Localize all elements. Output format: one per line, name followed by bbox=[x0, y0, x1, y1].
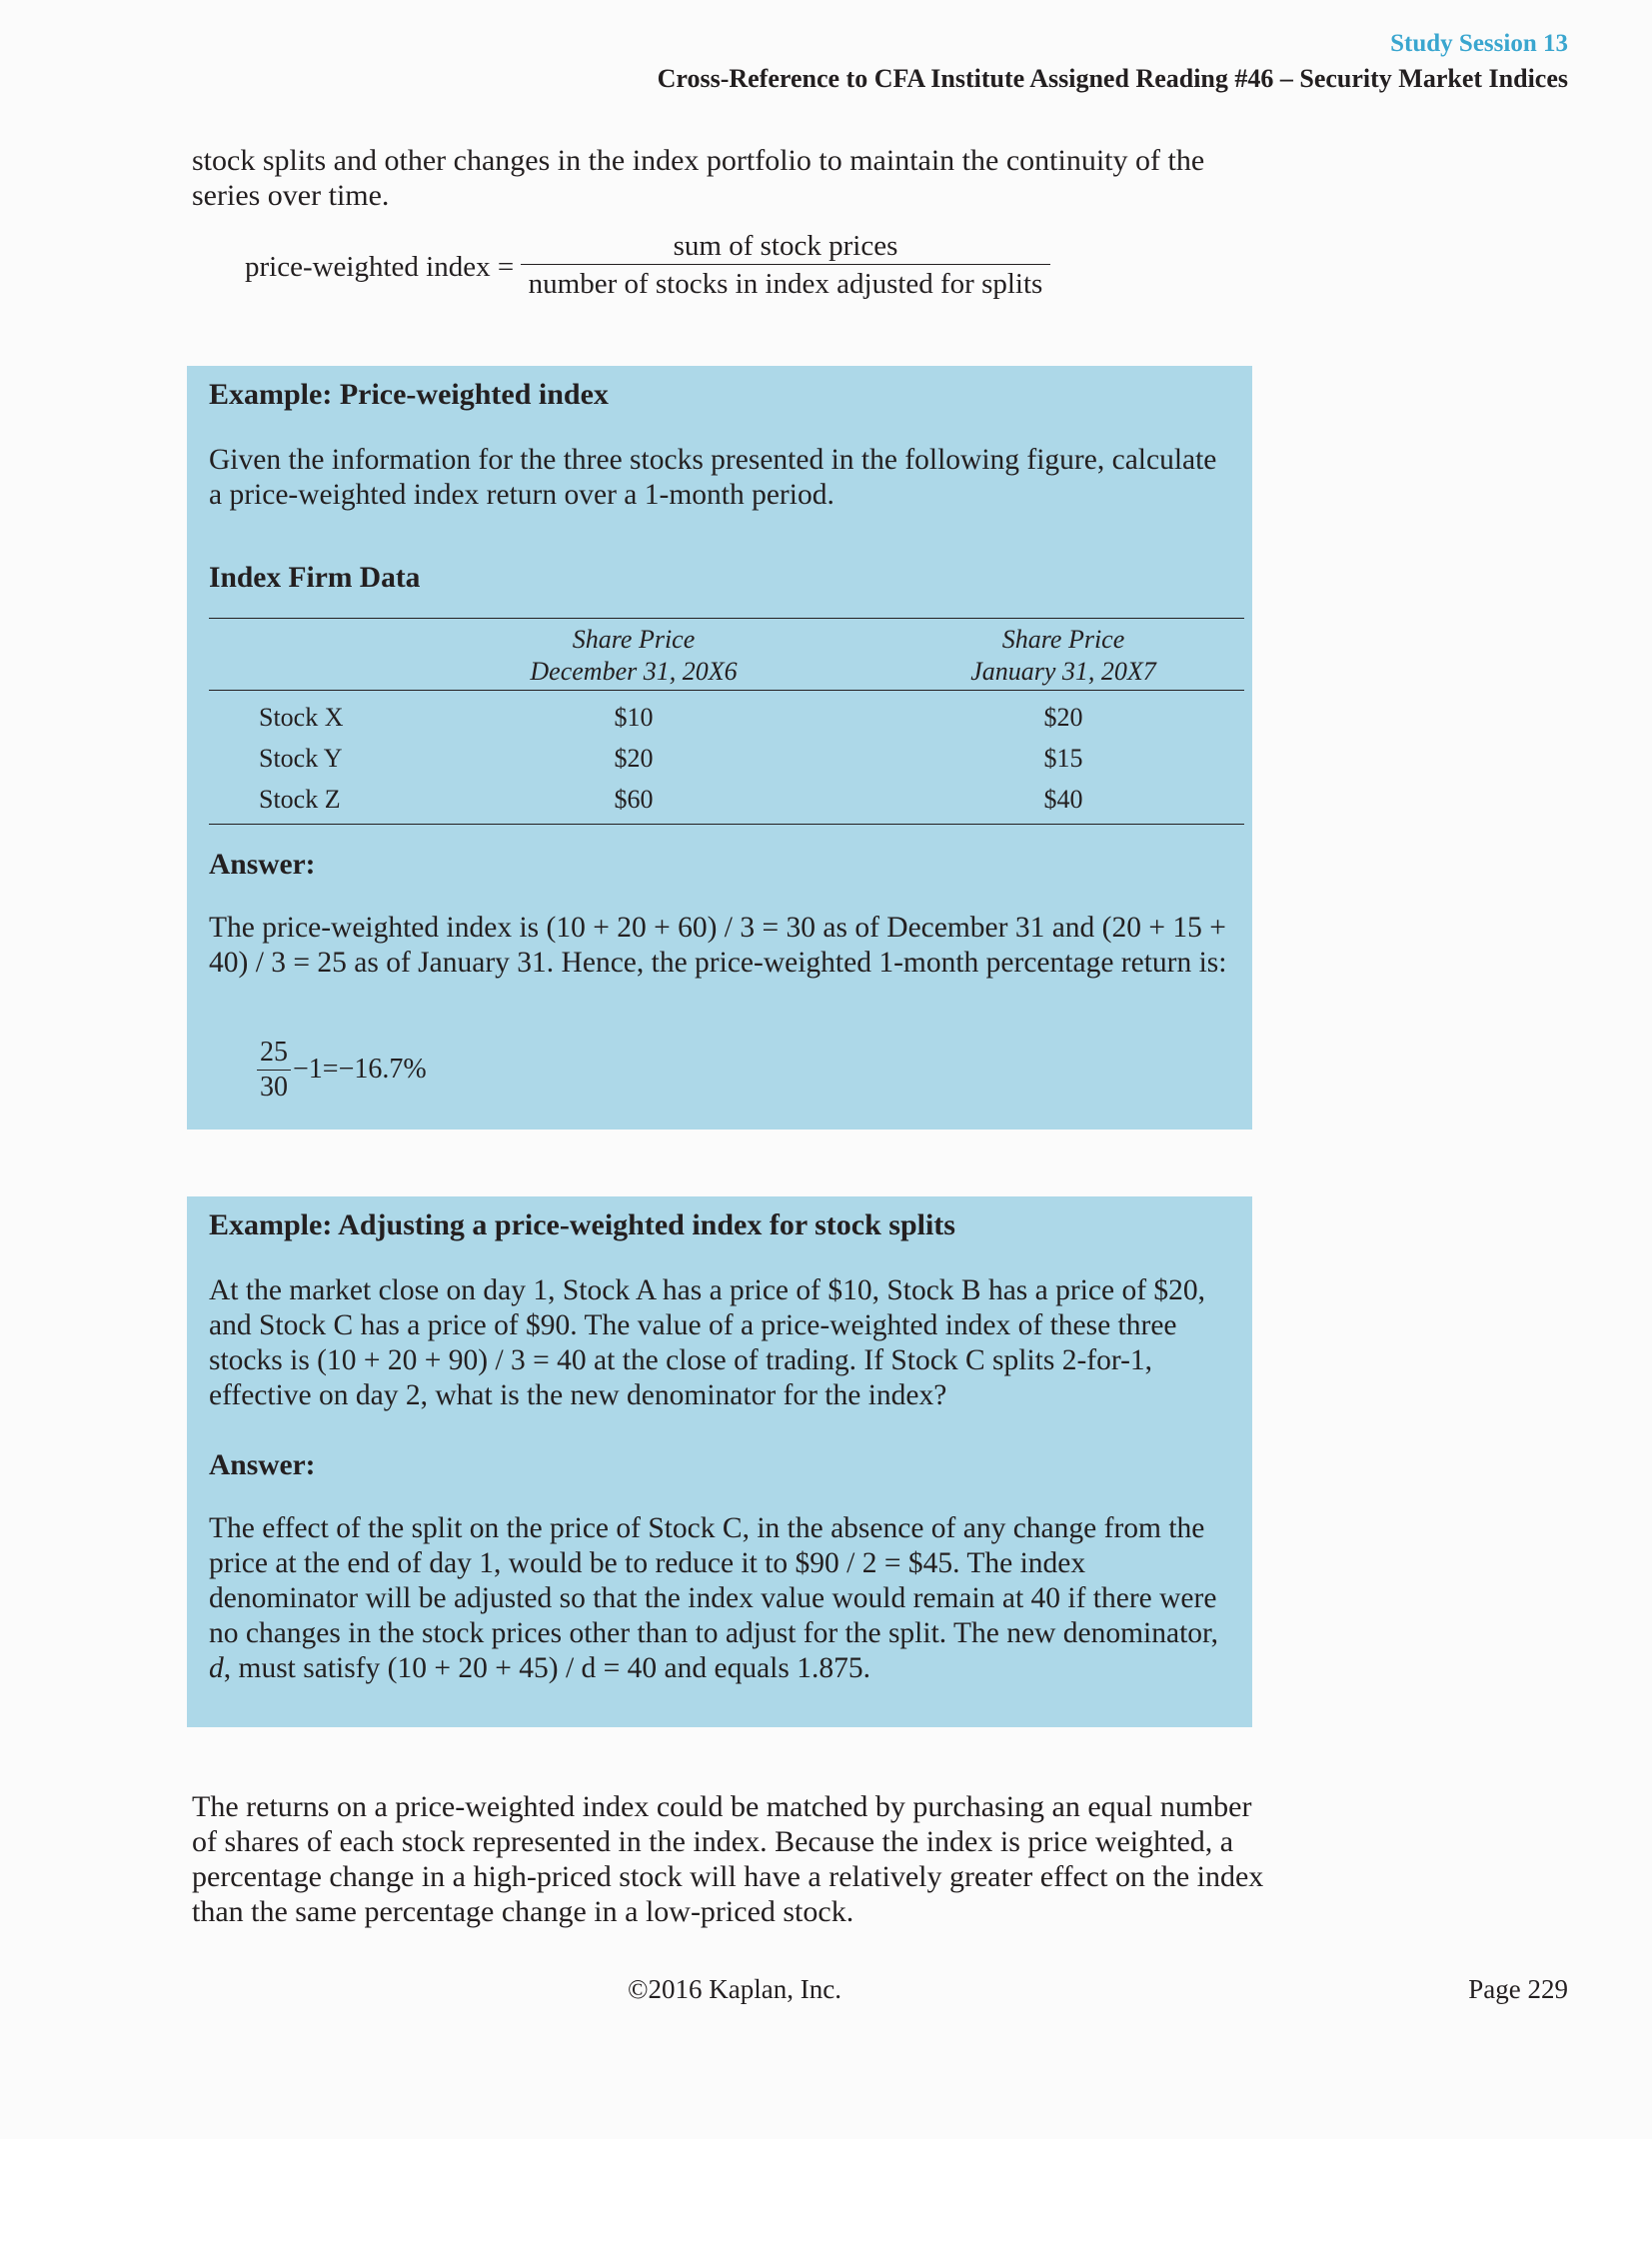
example2-question: At the market close on day 1, Stock A has a price of $10, Stock B has a price of $20, and Stock C has a price of $90. The value of a price-weighted index of these three stocks is (10 + 20 + 90) / 3 = 40 at the close of trading. If Stock C splits 2-for-1, effective on day 2, what is the new denominator for the index? bbox=[209, 1274, 1206, 1411]
row-dec-price: $60 bbox=[614, 785, 654, 814]
row-jan-price: $20 bbox=[1043, 703, 1083, 732]
col1-header: Share Price December 31, 20X6 bbox=[530, 625, 738, 686]
intro-paragraph: stock splits and other changes in the index portfolio to maintain the continuity of the series over time. bbox=[192, 144, 1205, 212]
row-jan-price: $40 bbox=[1043, 785, 1083, 814]
row-dec-price: $10 bbox=[614, 703, 654, 732]
calc-numerator: 25 bbox=[257, 1036, 291, 1071]
table-header-rule bbox=[209, 690, 1244, 691]
example1-title: Example: Price-weighted index bbox=[209, 378, 609, 411]
formula-numerator: sum of stock prices bbox=[521, 228, 1050, 265]
col2-header: Share Price January 31, 20X7 bbox=[970, 625, 1156, 686]
calc-fraction bbox=[257, 1036, 291, 1105]
formula-fraction bbox=[521, 228, 1050, 303]
closing-paragraph: The returns on a price-weighted index could be matched by purchasing an equal number of shares of each stock represented in the index. Because the index is price weighted, a percentage change in a high-priced stock will have a relatively greater effect on the index than the same percentage change in a low-priced stock. bbox=[192, 1790, 1264, 1928]
row-name: Stock Z bbox=[259, 785, 341, 814]
example-box-stock-splits bbox=[187, 1196, 1252, 1727]
calc-denominator: 30 bbox=[260, 1072, 288, 1103]
return-calculation bbox=[257, 1036, 557, 1116]
table-bottom-rule bbox=[209, 824, 1244, 825]
row-name: Stock X bbox=[259, 703, 344, 732]
cross-reference-header: Cross-Reference to CFA Institute Assigned Reading #46 – Security Market Indices bbox=[657, 64, 1568, 93]
price-weighted-formula bbox=[245, 228, 1144, 308]
formula-lhs: price-weighted index = bbox=[245, 251, 515, 283]
calc-result: −1=−16.7% bbox=[293, 1054, 427, 1085]
example-box-price-weighted bbox=[187, 366, 1252, 1130]
study-session-label: Study Session 13 bbox=[1390, 30, 1568, 57]
example2-answer-text: The effect of the split on the price of Stock C, in the absence of any change from the price at the end of day 1, would be to reduce it to $90 / 2 = $45. The index denominator will be adjusted so that the index value would remain at 40 if there were no changes in the stock prices other than to adjust for the split. The new denominator, d, must satisfy (10 + 20 + 45) / d = 40 and equals 1.875. bbox=[209, 1512, 1219, 1684]
page-number: Page 229 bbox=[1468, 1974, 1568, 2004]
row-dec-price: $20 bbox=[614, 744, 654, 773]
row-name: Stock Y bbox=[259, 744, 343, 773]
example1-answer-text: The price-weighted index is (10 + 20 + 60) / 3 = 30 as of December 31 and (20 + 15 + 40) / 3 = 25 as of January 31. Hence, the price-weighted 1-month percentage return is: bbox=[209, 912, 1227, 979]
table-title: Index Firm Data bbox=[209, 562, 421, 594]
row-jan-price: $15 bbox=[1043, 744, 1083, 773]
example2-title: Example: Adjusting a price-weighted index for stock splits bbox=[209, 1208, 955, 1241]
variable-d: d bbox=[209, 1652, 224, 1684]
example2-answer-label: Answer: bbox=[209, 1449, 316, 1481]
example1-question: Given the information for the three stocks presented in the following figure, calculate a price-weighted index return over a 1-month period. bbox=[209, 444, 1217, 511]
formula-denominator: number of stocks in index adjusted for splits bbox=[528, 268, 1043, 300]
example1-answer-label: Answer: bbox=[209, 849, 316, 881]
table-top-rule bbox=[209, 618, 1244, 619]
copyright-footer: ©2016 Kaplan, Inc. bbox=[628, 1974, 841, 2004]
